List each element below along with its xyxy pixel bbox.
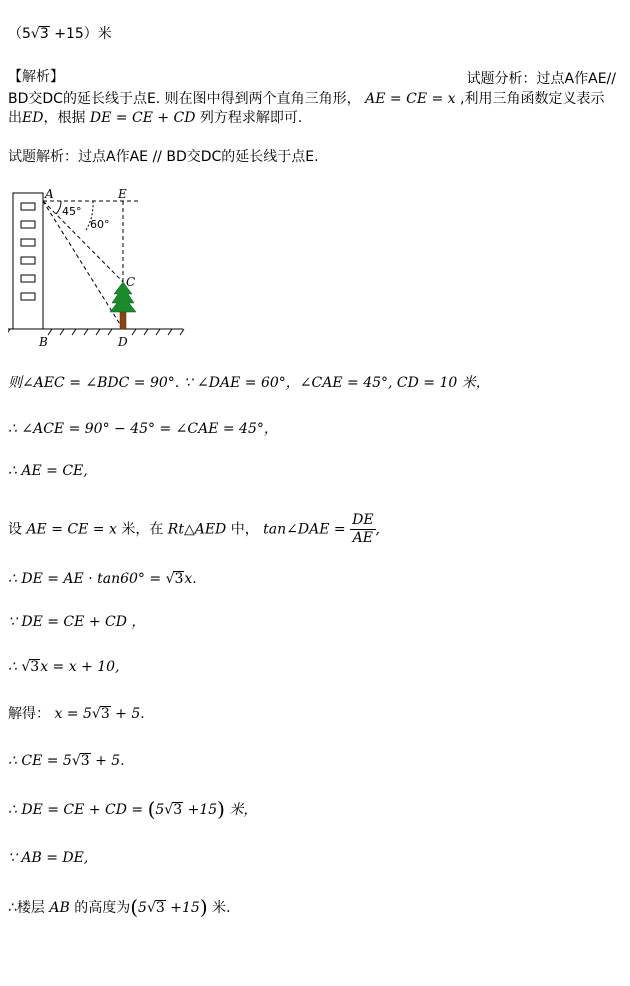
step-1 — [8, 374, 490, 392]
paren-close: ) — [199, 895, 208, 919]
label-d: D — [118, 335, 128, 349]
sqrt-sign: √ — [30, 26, 40, 42]
fraction-den: AE — [352, 530, 373, 546]
step-4-tan: tan∠DAE = — [263, 521, 346, 538]
step-4-rt: Rt△AED — [163, 521, 231, 538]
sqrt-sign: √ — [165, 571, 175, 587]
answer-line — [8, 25, 112, 43]
step-4 — [8, 512, 380, 547]
analysis-line3d: DE = CE + CD — [89, 110, 196, 126]
step-5 — [8, 570, 197, 588]
step-8-solve: 解得： — [8, 706, 50, 722]
step-2: ∴ ∠ACE = 90° − 45° = ∠CAE = 45°， — [8, 421, 278, 437]
analysis-line3c: ，根据 — [43, 110, 86, 126]
step-4-eq: AE = CE = x — [22, 521, 122, 538]
step-12 — [8, 895, 231, 919]
label-a: A — [45, 187, 54, 201]
step-9-tail: + 5. — [90, 753, 125, 769]
tree — [110, 282, 136, 329]
step-10-plus: +15 — [183, 802, 218, 818]
step-3: ∴ AE = CE, — [8, 463, 88, 479]
analysis-line2a: BD交DC的延长线于点E. 则在图中得到两个直角三角形， — [8, 91, 361, 107]
geometry-figure — [8, 186, 193, 356]
analysis-line3e: 列方程求解即可. — [195, 110, 303, 126]
step-6-comma: ， — [126, 614, 146, 630]
step-12-ab: AB — [44, 900, 75, 916]
sqrt-sign: √ — [91, 706, 101, 722]
step-7-eq: x = x + 10, — [40, 659, 120, 675]
building-windows — [21, 203, 35, 300]
step-9 — [8, 752, 125, 770]
building — [13, 193, 43, 329]
sqrt-radicand: 3 — [80, 753, 90, 769]
line-ad — [43, 201, 123, 329]
paren-open: ( — [147, 797, 156, 821]
label-c: C — [126, 275, 136, 289]
sqrt-sign: √ — [146, 900, 156, 916]
step-12-unit: 米. — [207, 900, 231, 916]
label-e: E — [118, 187, 127, 201]
analysis-line2b: AE = CE = x — [365, 91, 456, 107]
step-12-five: 5 — [138, 900, 147, 916]
analysis-line3b: ED — [22, 110, 44, 126]
label-angle-60: 60° — [90, 218, 110, 231]
step-1-text: 则∠AEC = ∠BDC = 90°. ∵ ∠DAE = 60°，∠CAE = 45°, CD = 10 — [8, 375, 458, 391]
analysis-line2c: ,利用三角函数定义表示 — [455, 91, 605, 107]
step-11: ∵ AB = DE, — [8, 850, 89, 866]
paren-close: ) — [217, 797, 225, 821]
step-5-text: ∴ DE = AE · tan60° = — [8, 571, 166, 587]
sqrt-sign: √ — [164, 802, 174, 818]
analysis-line-3 — [8, 109, 302, 127]
sqrt-radicand: 3 — [174, 571, 184, 587]
step-12-height: 的高度为 — [74, 900, 131, 916]
sqrt-radicand: 3 — [173, 802, 183, 818]
step-4-mi: 米，在 — [121, 521, 164, 538]
sqrt-radicand: 3 — [100, 706, 110, 722]
analysis-line-2 — [8, 90, 604, 108]
sqrt-radicand: 3 — [39, 26, 49, 42]
step-10-five: 5 — [155, 802, 165, 818]
step-12-plus: +15 — [165, 900, 200, 916]
step-12-floor: ∴楼层 — [8, 900, 45, 916]
fraction-de-ae — [350, 512, 375, 547]
angle-arc-45 — [56, 201, 61, 214]
step-10-unit: 米， — [224, 802, 258, 818]
step-4-zhong: 中， — [230, 521, 259, 538]
sqrt-sign: √ — [21, 659, 31, 675]
answer-rest: +15）米 — [49, 26, 112, 42]
step-1-unit: 米， — [457, 375, 490, 391]
solution-intro: 试题解析：过点A作AE // BD交DC的延长线于点E. — [8, 149, 319, 165]
step-4-comma: , — [375, 521, 380, 538]
step-10 — [8, 797, 258, 821]
label-angle-45: 45° — [62, 205, 82, 218]
line-ac — [43, 201, 123, 282]
label-b: B — [39, 335, 48, 349]
step-8-tail: + 5. — [110, 706, 145, 722]
analysis-lead: 试题分析：过点A作AE// — [466, 71, 616, 87]
answer-open: （5 — [8, 26, 31, 42]
step-8-x: x = 5 — [54, 706, 92, 722]
step-7 — [8, 658, 120, 676]
sqrt-sign: √ — [71, 753, 81, 769]
sqrt-radicand: 3 — [30, 659, 40, 675]
sqrt-radicand: 3 — [155, 900, 165, 916]
step-5-x: x. — [184, 571, 197, 587]
analysis-line3a: 出 — [8, 110, 22, 126]
step-4-set: 设 — [8, 521, 22, 538]
step-7-therefore: ∴ — [8, 659, 22, 675]
ground-hatch — [8, 329, 184, 335]
step-10-text: ∴ DE = CE + CD = — [8, 802, 148, 818]
step-6-text: ∵ DE = CE + CD — [8, 614, 127, 630]
paren-open: ( — [130, 895, 139, 919]
analysis-tag: 【解析】 — [8, 69, 64, 85]
step-8 — [8, 705, 145, 723]
fraction-num: DE — [352, 512, 374, 528]
step-6 — [8, 613, 145, 631]
step-9-text: ∴ CE = 5 — [8, 753, 72, 769]
